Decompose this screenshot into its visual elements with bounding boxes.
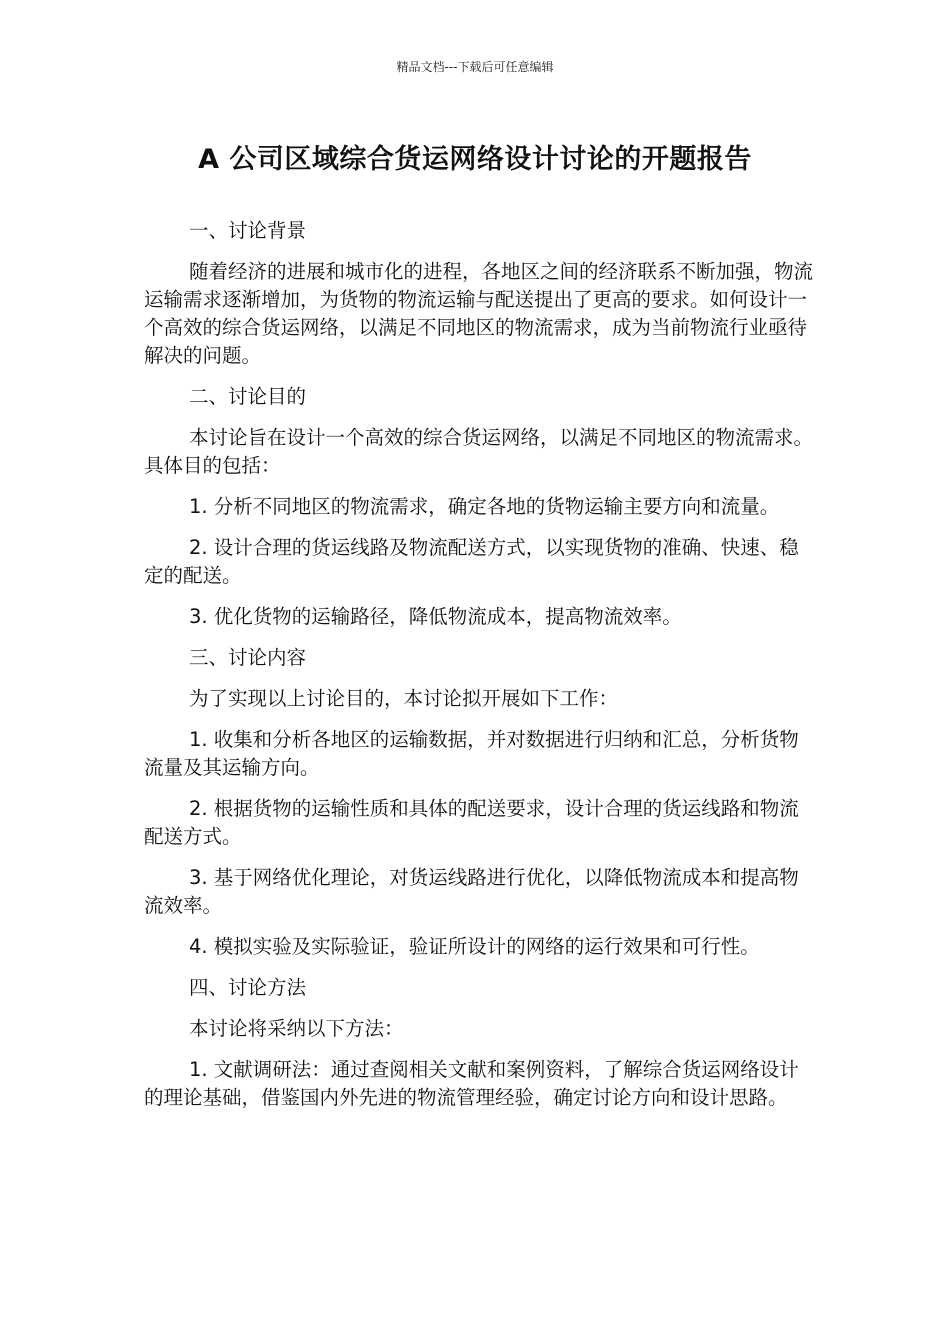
list-item-content-1: 1. 收集和分析各地区的运输数据，并对数据进行归纳和汇总，分析货物流量及其运输方向。 xyxy=(144,728,799,779)
list-item-method-1: 1. 文献调研法：通过查阅相关文献和案例资料，了解综合货运网络设计的理论基础，借鉴国内外先进的物流管理经验，确定讨论方向和设计思路。 xyxy=(144,1058,799,1109)
paragraph-background: 随着经济的进展和城市化的进程，各地区之间的经济联系不断加强，物流运输需求逐渐增加，为货物的物流运输与配送提出了更高的要求。如何设计一个高效的综合货运网络，以满足不同地区的物流需求，成为当前物流行业亟待解决的问题。 xyxy=(144,260,814,367)
list-item-purpose-1: 1. 分析不同地区的物流需求，确定各地的货物运输主要方向和流量。 xyxy=(189,495,780,518)
paragraph-purpose-intro: 本讨论旨在设计一个高效的综合货运网络，以满足不同地区的物流需求。具体目的包括： xyxy=(144,426,814,477)
page-title: A 公司区域综合货运网络设计讨论的开题报告 xyxy=(198,144,752,175)
list-item-content-4: 4. 模拟实验及实际验证，验证所设计的网络的运行效果和可行性。 xyxy=(189,935,760,958)
list-item-content-3: 3. 基于网络优化理论，对货运线路进行优化，以降低物流成本和提高物流效率。 xyxy=(144,866,799,917)
section-heading-purpose: 二、讨论目的 xyxy=(189,385,307,408)
list-item-content-2: 2. 根据货物的运输性质和具体的配送要求，设计合理的货运线路和物流配送方式。 xyxy=(144,797,799,848)
section-heading-method: 四、讨论方法 xyxy=(189,976,307,999)
paragraph-method-intro: 本讨论将采纳以下方法： xyxy=(189,1017,404,1040)
list-item-purpose-3: 3. 优化货物的运输路径，降低物流成本，提高物流效率。 xyxy=(189,605,682,628)
header-note: 精品文档---下载后可任意编辑 xyxy=(396,60,554,74)
section-heading-content: 三、讨论内容 xyxy=(189,646,307,669)
document-body xyxy=(144,217,816,1125)
section-heading-background: 一、讨论背景 xyxy=(189,219,307,242)
list-item-purpose-2: 2. 设计合理的货运线路及物流配送方式，以实现货物的准确、快速、稳定的配送。 xyxy=(144,536,799,587)
paragraph-content-intro: 为了实现以上讨论目的，本讨论拟开展如下工作： xyxy=(189,687,619,710)
